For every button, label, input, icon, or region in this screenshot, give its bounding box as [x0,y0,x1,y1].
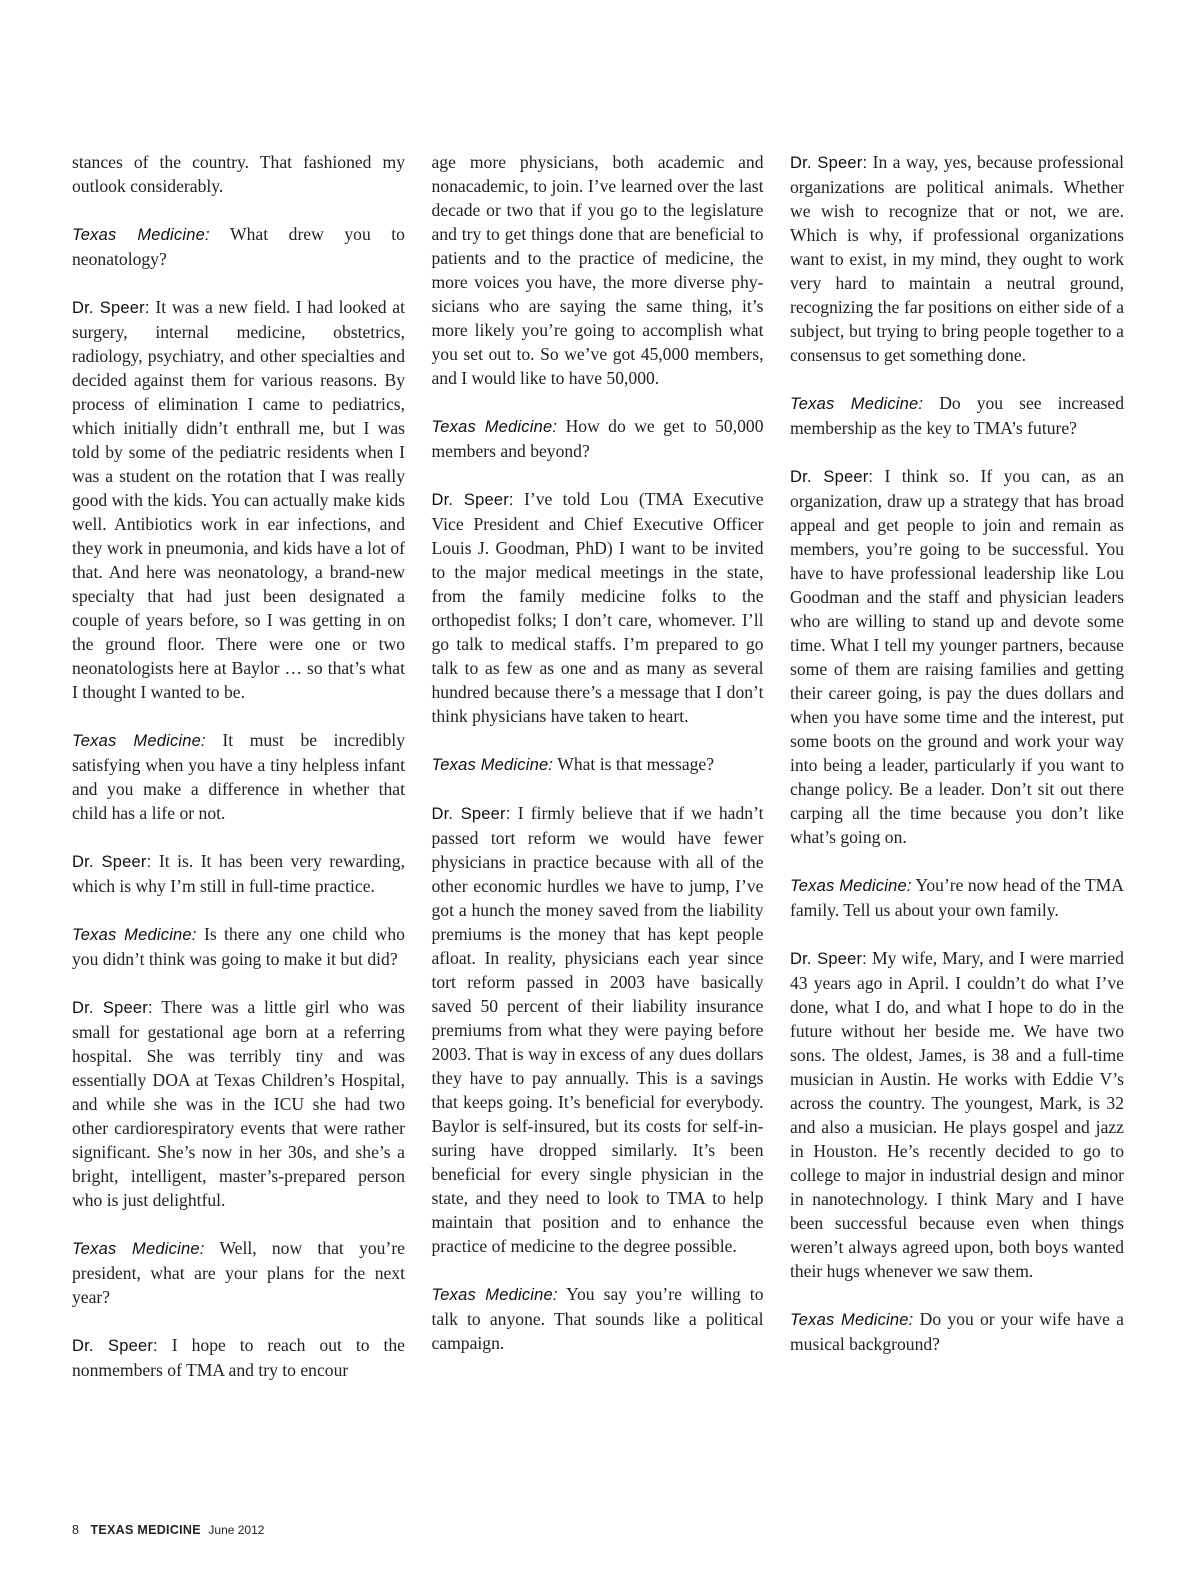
continued-paragraph [432,150,764,390]
answer-paragraph [72,849,405,898]
question-paragraph [72,222,405,271]
interviewer-label: Texas Medicine: [431,418,558,436]
interviewee-label: Dr. Speer: [72,853,152,871]
paragraph-text: What drew you to neonatology? [72,224,405,269]
interviewer-label: Texas Medicine: [72,732,206,750]
question-paragraph [72,1236,405,1309]
paragraph-text: Is there any one child who you didn’t think was going to make it but did? [72,924,405,969]
paragraph-text: It is. It has been very rewarding, which is why I’m still in full-time practice. [72,851,405,896]
continued-paragraph [72,150,405,198]
interviewer-label: Texas Medicine: [431,1286,558,1304]
question-paragraph [432,1282,764,1355]
question-paragraph [432,414,764,463]
answer-paragraph [790,150,1124,367]
answer-paragraph [72,995,405,1212]
question-paragraph [790,1307,1124,1356]
paragraph-text: There was a little girl who was small for gestational age born at a referring hospital. She was terribly tiny and was essentially DOA at Texas Children’s Hospital, and while she was in the ICU she had two other cardiorespiratory events that were rather significant. She’s now in her 30s, and she’s a bright, intelligent, master’s-prepared person who is just delightful. [72,997,405,1210]
column-1 [72,150,405,1510]
article-body [72,150,1124,1510]
interviewee-label: Dr. Speer: [72,999,153,1017]
page-footer [72,1523,264,1537]
answer-paragraph [72,1333,405,1382]
answer-paragraph [432,801,764,1258]
paragraph-text: Do you see increased membership as the key to TMA’s future? [790,393,1124,438]
paragraph-text: It must be incredibly satisfying when you have a tiny helpless infant and you make a difference in whether that child has a life or not. [72,730,405,823]
page-number: 8 [72,1523,79,1537]
magazine-name: TEXAS MEDICINE [90,1523,201,1537]
answer-paragraph [790,464,1124,849]
interviewer-label: Texas Medicine: [790,395,924,413]
answer-paragraph [72,295,405,704]
paragraph-text: age more physicians, both academic and nonacademic, to join. I’ve learned over the last decade or two that if you go to the legislature and try to get things done that are beneficial to patients and to the practice of medicine, the more voices you have, the more diverse physicians who are saying the same thing, it’s more likely you’re going to accomplish what you set out to. So we’ve got 45,000 members, and I would like to have 50,000. [431,152,764,388]
paragraph-text: My wife, Mary, and I were married 43 years ago in April. I couldn’t do what I’ve done, what I do, and what I hope to do in the future without her beside me. We have two sons. The oldest, James, is 38 and a full-time musician in Austin. He works with Eddie V’s across the country. The youngest, Mark, is 32 and also a musician. He plays gospel and jazz in Houston. He’s recently decided to go to college to major in industrial design and minor in nanotechnology. I think Mary and I have been successful because even when things weren’t always agreed upon, both boys wanted their hugs whenever we saw them. [790,948,1124,1281]
answer-paragraph [432,487,764,728]
paragraph-text: In a way, yes, because professional organizations are political animals. Whether we wish to recognize that or not, we are. Which is why, if professional organizations want to exist, in my mind, they ought to work very hard to maintain a neutral ground, recognizing the far positions on either side of a subject, but trying to bring people together to a consensus to get something done. [790,152,1124,365]
interviewee-label: Dr. Speer: [72,1337,158,1355]
paragraph-text: It was a new field. I had looked at surgery, internal medicine, obstetrics, radiology, psychiatry, and other specialties and decided against them for various reasons. By process of elimination I came to pediatrics, which initially didn’t enthrall me, but I was told by some of the pediatric residents when I was a student on the rotation that I was really good with the kids. You can actually make kids well. Antibiotics work in ear infections, and they work in pneumonia, and kids have a lot of that. And here was neonatology, a brand-new specialty that had just been designated a couple of years before, so I was getting in on the ground floor. There were one or two neonatologists here at Baylor … so that’s what I thought I wanted to be. [72,297,405,702]
paragraph-text: You say you’re willing to talk to anyone. That sounds like a political campaign. [431,1284,764,1353]
interviewee-label: Dr. Speer: [431,491,514,509]
paragraph-text: I think so. If you can, as an organization, draw up a strategy that has broad appeal and get people to join and remain as members, you’re going to be successful. You have to have professional leadership like Lou Goodman and the staff and physician leaders who are willing to stand up and devote some time. What I tell my younger partners, because some of them are raising families and getting their career going, is pay the dues dollars and when you have some time and the interest, put some boots on the ground and work your way into being a leader, particularly if you want to change policy. Be a leader. Don’t sit out there carping all the time because you don’t like what’s going on. [790,466,1124,847]
interviewer-label: Texas Medicine: [790,1311,914,1329]
question-paragraph [72,728,405,825]
interviewer-label: Texas Medicine: [72,1240,205,1258]
paragraph-text: How do we get to 50,000 members and beyond? [431,416,764,461]
interviewee-label: Dr. Speer: [790,950,867,968]
interviewer-label: Texas Medicine: [72,926,197,944]
question-paragraph [72,922,405,971]
column-3 [790,150,1124,1510]
answer-paragraph [790,946,1124,1283]
question-paragraph [432,752,764,777]
paragraph-text: I hope to reach out to the nonmembers of TMA and try to encour [72,1335,405,1380]
interviewee-label: Dr. Speer: [431,805,511,823]
interviewee-label: Dr. Speer: [790,154,868,172]
paragraph-text: I firmly believe that if we hadn’t passed tort reform we would have fewer physicians in practice because with all of the other economic hurdles we have to jump, I’ve got a hunch the money saved from the liability premiums is the money that has kept people afloat. In reality, physicians each year since tort reform passed in 2003 have basically saved 50 percent of their liability insurance premiums from what they were paying before 2003. That is way in excess of any dues dollars they have to pay annually. This is a savings that keeps going. It’s beneficial for everybody. Baylor is self-insured, but its costs for self-insuring have dropped similarly. It’s been beneficial for every single physician in the state, and they need to look to TMA to help maintain that position and to enhance the practice of medicine to the degree possible. [431,803,764,1256]
paragraph-text: I’ve told Lou (TMA Executive Vice President and Chief Executive Officer Louis J. Goodman, PhD) I want to be invited to the major medical meetings in the state, from the family medicine folks to the orthopedist folks; I don’t care, whomever. I’ll go talk to medical staffs. I’m prepared to go talk to as few as one and as many as several hundred because there’s a message that I don’t think physicians have taken to heart. [431,489,764,726]
paragraph-text: Well, now that you’re president, what are your plans for the next year? [72,1238,405,1307]
interviewer-label: Texas Medicine: [72,226,210,244]
interviewer-label: Texas Medicine: [431,756,554,774]
paragraph-text: You’re now head of the TMA family. Tell us about your own family. [790,875,1124,920]
interviewer-label: Texas Medicine: [790,877,912,895]
issue-date: June 2012 [208,1523,265,1537]
column-2 [432,150,764,1510]
paragraph-text: Do you or your wife have a musical background? [790,1309,1124,1354]
question-paragraph [790,391,1124,440]
question-paragraph [790,873,1124,922]
paragraph-text: What is that message? [557,754,715,774]
interviewee-label: Dr. Speer: [790,468,874,486]
interviewee-label: Dr. Speer: [72,299,150,317]
paragraph-text: stances of the country. That fashioned my outlook considerably. [72,152,405,196]
